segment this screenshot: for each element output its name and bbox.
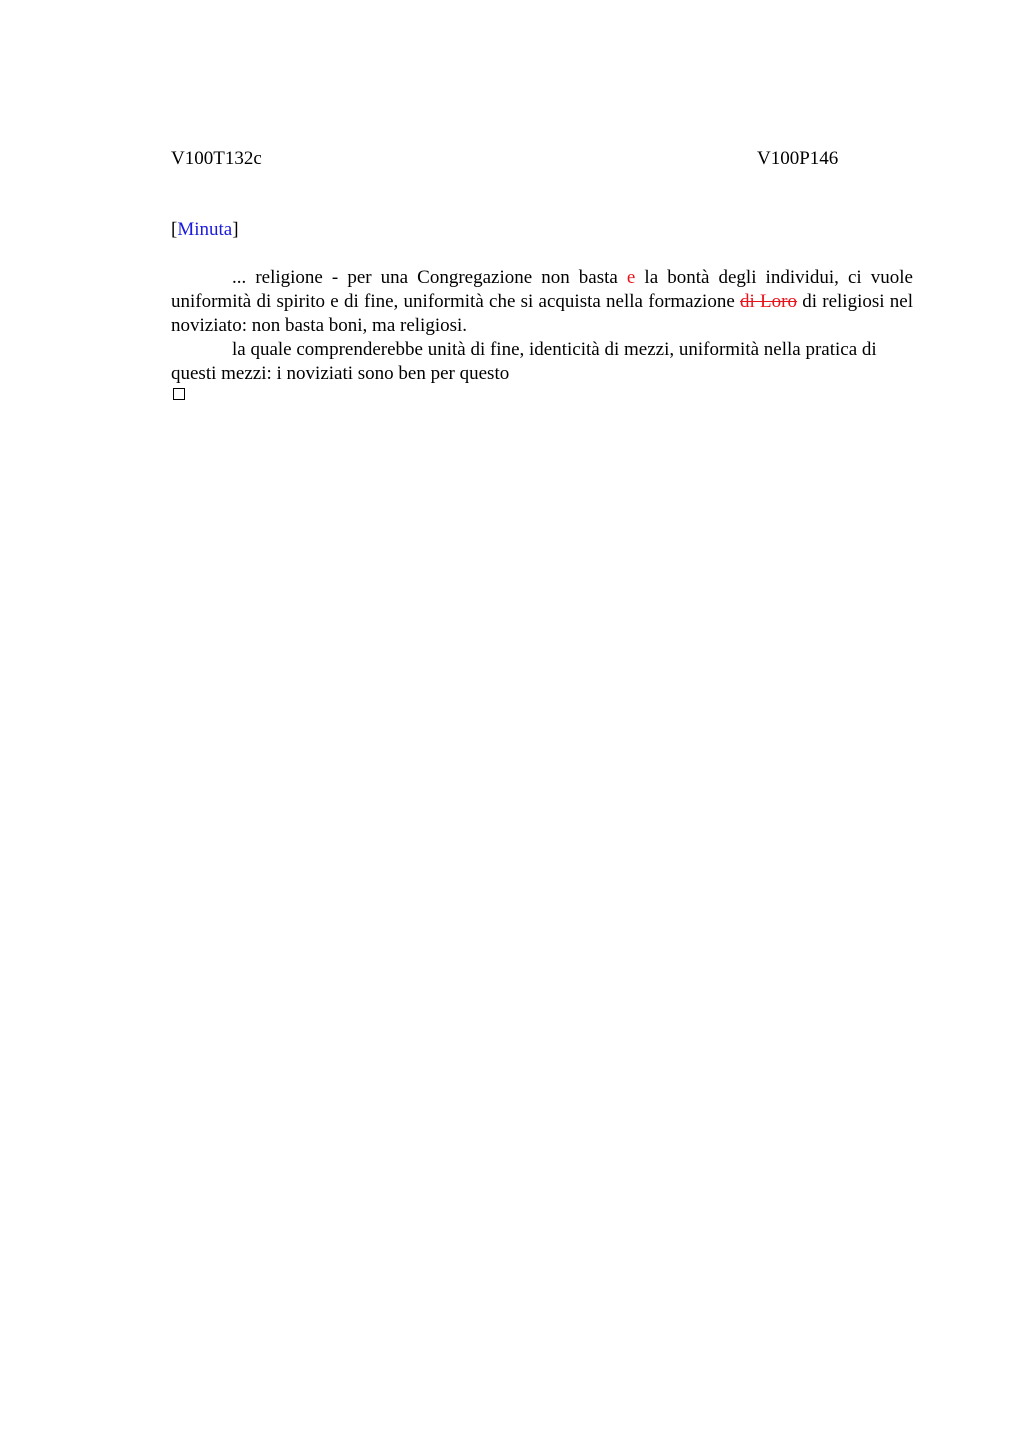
- paragraph-2: [171, 338, 913, 386]
- square-box-icon: [173, 388, 185, 400]
- text-segment: la bontà degli individui, ci vuole uniformità di spirito e di fine, uniformità che si acquista nella formazione: [171, 267, 913, 312]
- bracket-open: [: [171, 219, 178, 240]
- inserted-text: e: [626, 267, 636, 288]
- page-code: V100P146: [757, 148, 839, 169]
- section-label: [171, 218, 239, 242]
- body-text: [171, 266, 913, 386]
- section-label-text: Minuta: [177, 219, 233, 240]
- text-segment: di religiosi nel noviziato: non basta boni, ma religiosi.: [171, 291, 914, 336]
- text-segment: ... religione - per una Congregazione non basta: [232, 267, 627, 288]
- document-code: V100T132c: [171, 148, 262, 169]
- bracket-close: ]: [232, 219, 239, 240]
- paragraph-1: [171, 266, 913, 338]
- deleted-text: di Loro: [740, 291, 797, 312]
- text-segment: la quale comprenderebbe unità di fine, identicità di mezzi, uniformità nella pratica di questi mezzi: i noviziati sono ben per questo: [171, 339, 877, 384]
